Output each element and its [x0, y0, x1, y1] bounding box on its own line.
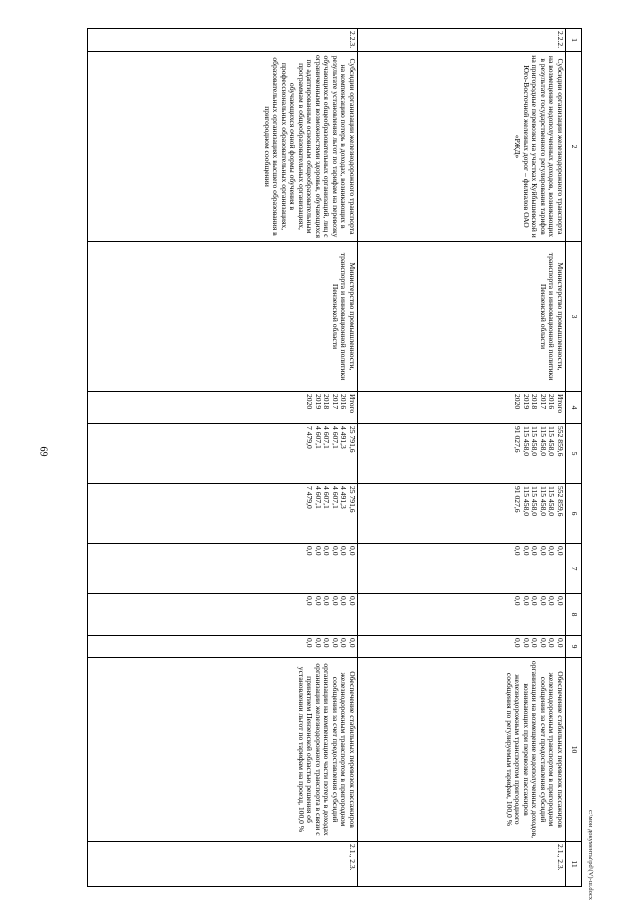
value: 0,0	[313, 546, 323, 556]
year: 2018	[530, 394, 540, 410]
year: Итого	[348, 394, 357, 414]
header-cell: 2	[566, 52, 582, 242]
value: 4 607,1	[322, 486, 332, 509]
executor: Министерство промышленности, транспорта и инновационной политики Пензенской области	[358, 242, 566, 392]
value: 0,0	[513, 596, 523, 606]
value: 0,0	[322, 596, 332, 606]
value: 25 791,6	[348, 486, 357, 513]
value: 0,0	[556, 638, 565, 648]
years-cell	[88, 392, 358, 424]
value: 0,0	[547, 638, 557, 648]
value: 0,0	[322, 546, 332, 556]
expected-result: Обеспечение стабильных перевозок пассажиров железнодорожным транспортом в пригородном сообщении за счет предоставления субсидий организации на возмещение недополученных доходов, возникающих при перевозке пассажиров железнодорожным транспортом пригородного сообщения по регулируемым тарифам, 100,0 %	[358, 658, 566, 842]
year: 2017	[330, 394, 340, 410]
value: 0,0	[538, 638, 548, 648]
header-cell: 7	[566, 544, 582, 594]
footer-file-path: c:\мои документы\pd\(V)-ш.docx	[587, 810, 594, 901]
year: 2016	[339, 394, 349, 410]
value: 0,0	[521, 638, 531, 648]
header-cell: 4	[566, 392, 582, 424]
value: 0,0	[538, 596, 548, 606]
header-cell: 3	[566, 242, 582, 392]
value: 4 607,1	[313, 486, 323, 509]
header-cell: 8	[566, 594, 582, 636]
year: 2020	[305, 394, 315, 410]
header-cell: 10	[566, 658, 582, 842]
year: 2020	[513, 394, 523, 410]
value: 0,0	[348, 596, 357, 606]
value: 0,0	[313, 596, 323, 606]
value: 0,0	[547, 596, 557, 606]
year: Итого	[556, 394, 565, 414]
event-name: Субсидии организации железнодорожного транспорта на компенсацию потерь в доходах, возникающих в результате установления льгот по тарифам на перевозку обучающихся общеобразовательных организаций, лиц с ограниченными возможностями здоровья, обучающихся по адаптированным основным общеобразовательным программам в общеобразовательных организациях, обучающихся очной формы обучения в профессиональных образовательных организациях, образовательных организациях высшего образования в пригородном сообщении	[88, 52, 358, 242]
header-cell: 11	[566, 842, 582, 887]
row-number: 2.2.2.	[358, 29, 566, 52]
value: 552 859,6	[556, 426, 565, 457]
value: 0,0	[305, 546, 315, 556]
value: 0,0	[339, 546, 349, 556]
value: 0,0	[305, 638, 315, 648]
event-name: Субсидии организации железнодорожного транспорта на возмещение недополученных доходов, возникающих в результате государственного регулирования тарифов на пригородные перевозки на участках Куйбышевской и Юго-Восточной железных дорог – филиалов ОАО «РЖД»	[358, 52, 566, 242]
value: 4 607,1	[330, 486, 340, 509]
value: 25 791,6	[348, 426, 357, 453]
value: 115 458,0	[538, 486, 548, 517]
years-cell	[358, 392, 566, 424]
value: 0,0	[330, 546, 340, 556]
value: 0,0	[530, 596, 540, 606]
value: 0,0	[305, 596, 315, 606]
header-cell: 5	[566, 424, 582, 484]
total-funding	[358, 424, 566, 484]
page-number: 69	[37, 446, 49, 457]
other-sources	[358, 636, 566, 658]
regional-budget	[358, 484, 566, 544]
federal-budget	[358, 544, 566, 594]
value: 4 491,3	[339, 486, 349, 509]
value: 7 479,0	[305, 486, 315, 509]
value: 0,0	[556, 546, 565, 556]
value: 0,0	[330, 596, 340, 606]
header-cell: 1	[566, 29, 582, 52]
value: 115 458,0	[530, 486, 540, 517]
value: 115 458,0	[530, 426, 540, 457]
value: 115 458,0	[521, 486, 531, 517]
value: 0,0	[313, 638, 323, 648]
other-sources	[88, 636, 358, 658]
value: 4 607,1	[313, 426, 323, 449]
year: 2017	[538, 394, 548, 410]
local-budget	[88, 594, 358, 636]
value: 91 027,6	[513, 426, 523, 453]
table-row	[88, 29, 358, 887]
value: 0,0	[556, 596, 565, 606]
value: 115 458,0	[547, 426, 557, 457]
value: 4 491,3	[339, 426, 349, 449]
expected-result: Обеспечение стабильных перевозок пассажиров железнодорожным транспортом в пригородном сообщении за счет предоставления субсидий организации на компенсацию части потерь в доходах организации железнодорожного транспорта в связи с принятием Пензенской областью решения об установлении льгот по тарифам на проезд, 100,0 %	[88, 658, 358, 842]
value: 0,0	[513, 546, 523, 556]
table-row	[358, 29, 566, 887]
value: 115 458,0	[547, 486, 557, 517]
program-table	[87, 28, 582, 887]
value: 0,0	[339, 596, 349, 606]
value: 0,0	[322, 638, 332, 648]
value: 0,0	[330, 638, 340, 648]
value: 115 458,0	[538, 426, 548, 457]
value: 0,0	[513, 638, 523, 648]
row-number: 2.2.3.	[88, 29, 358, 52]
local-budget	[358, 594, 566, 636]
year: 2019	[313, 394, 323, 410]
value: 115 458,0	[521, 426, 531, 457]
value: 0,0	[521, 596, 531, 606]
value: 4 607,1	[330, 426, 340, 449]
value: 552 859,6	[556, 486, 565, 517]
header-row	[566, 29, 582, 887]
header-cell: 9	[566, 636, 582, 658]
value: 7 479,0	[305, 426, 315, 449]
year: 2019	[521, 394, 531, 410]
federal-budget	[88, 544, 358, 594]
year: 2018	[322, 394, 332, 410]
total-funding	[88, 424, 358, 484]
executor: Министерство промышленности, транспорта и инновационной политики Пензенской области	[88, 242, 358, 392]
value: 0,0	[348, 638, 357, 648]
value: 0,0	[547, 546, 557, 556]
value: 0,0	[521, 546, 531, 556]
value: 0,0	[530, 546, 540, 556]
value: 91 027,6	[513, 486, 523, 513]
year: 2016	[547, 394, 557, 410]
value: 4 607,1	[322, 426, 332, 449]
rotated-table-frame	[87, 28, 582, 886]
value: 0,0	[348, 546, 357, 556]
value: 0,0	[538, 546, 548, 556]
indicator-ref: 2.1., 2.3.	[88, 842, 358, 887]
header-cell: 6	[566, 484, 582, 544]
value: 0,0	[530, 638, 540, 648]
indicator-ref: 2.1., 2.3.	[358, 842, 566, 887]
regional-budget	[88, 484, 358, 544]
value: 0,0	[339, 638, 349, 648]
